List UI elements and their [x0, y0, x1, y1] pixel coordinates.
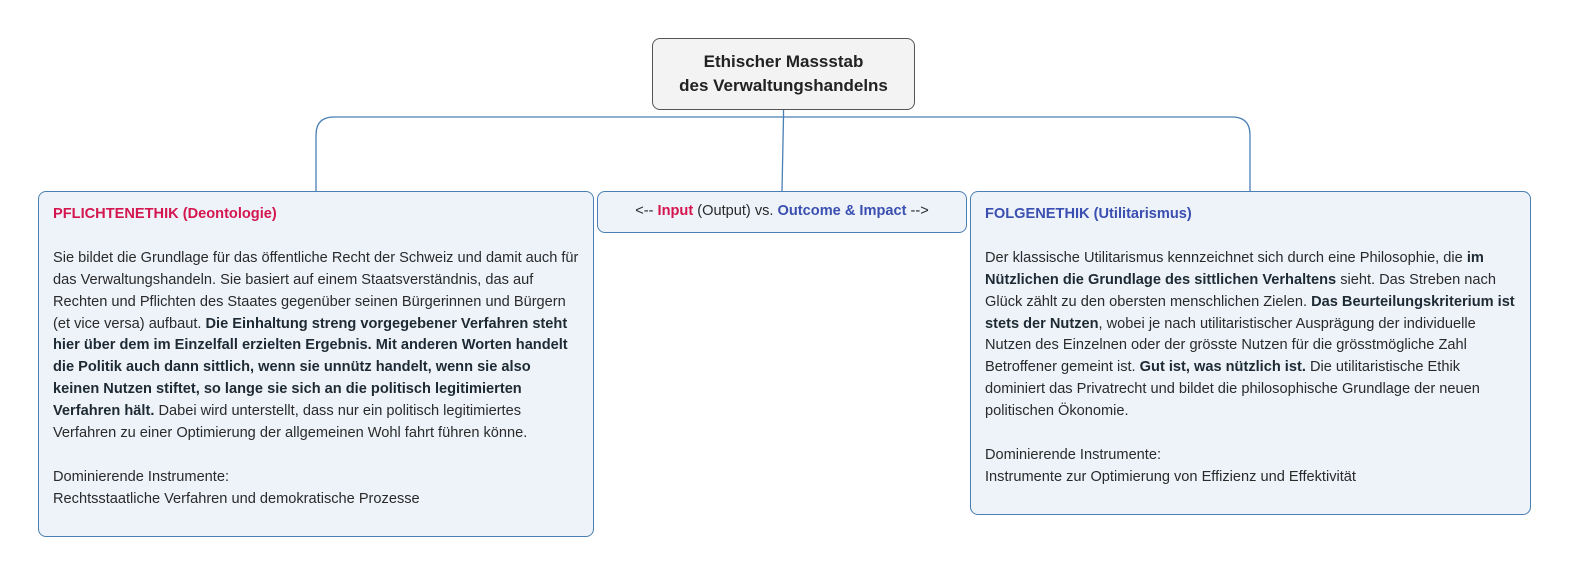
arrow-right-text: -->	[906, 203, 929, 220]
pflichtenethik-instruments-label: Dominierende Instrumente:	[53, 468, 230, 485]
folgenethik-title: FOLGENETHIK (Utilitarismus)	[985, 206, 1192, 222]
folgenethik-bold-1: im Nützlichen die Grundlage des sittlichen Verhaltens	[985, 249, 1484, 288]
pflichtenethik-instruments-value: Rechtsstaatliche Verfahren und demokratische Prozesse	[53, 490, 420, 507]
connector-middle-drop	[782, 117, 784, 191]
root-title-line-2: des Verwaltungshandelns	[679, 76, 888, 95]
folgenethik-text-2: sieht. Das Streben nach Glück zählt zu den obersten menschlichen Zielen.	[985, 271, 1496, 310]
input-label: Input	[657, 203, 694, 220]
pflichtenethik-text-bold: Die Einhaltung streng vorgegebener Verfahren steht hier über dem im Einzelfall erzielten Ergebnis. Mit anderen Worten handelt die Politik auch dann sittlich, wenn sie unnütz handelt, wenn sie also keinen Nutzen stiftet, so lange sie sich an die politisch legitimierten Verfahren hält.	[53, 315, 568, 420]
node-input-vs-outcome[interactable]	[597, 191, 967, 233]
pflichtenethik-description	[53, 248, 579, 445]
root-node[interactable]	[652, 38, 915, 110]
folgenethik-bold-3: Gut ist, was nützlich ist.	[1139, 359, 1306, 376]
node-pflichtenethik[interactable]	[38, 191, 594, 537]
folgenethik-instruments-label: Dominierende Instrumente:	[985, 446, 1162, 463]
folgenethik-text-4: Die utilitaristische Ethik dominiert das Privatrecht und bildet die philosophische Grundlage der neuen politischen Ökonomie.	[985, 359, 1480, 420]
node-folgenethik[interactable]	[970, 191, 1531, 515]
output-text: (Output) vs.	[693, 203, 778, 220]
connector-horizontal-bar	[316, 117, 1250, 191]
folgenethik-text-1: Der klassische Utilitarismus kennzeichnet sich durch eine Philosophie, die	[985, 249, 1467, 266]
folgenethik-instruments-value: Instrumente zur Optimierung von Effizienz und Effektivität	[985, 468, 1356, 485]
folgenethik-bold-2: Das Beurteilungskriterium ist stets der Nutzen	[985, 293, 1515, 332]
pflichtenethik-text-1: Sie bildet die Grundlage für das öffentliche Recht der Schweiz und damit auch für das Verwaltungshandeln. Sie basiert auf einem Staatsverständnis, das auf Rechten und Pflichten des Staates gegenüber seinen Bürgerinnen und Bürgern (et vice versa) aufbaut.	[53, 249, 579, 332]
pflichtenethik-title: PFLICHTENETHIK (Deontologie)	[53, 206, 277, 222]
folgenethik-description	[985, 248, 1516, 423]
folgenethik-text-3: , wobei je nach utilitaristischer Ausprägung der individuelle Nutzen des Einzelnen oder der grösste Nutzen für die grösstmögliche Zahl Betroffener gemeint ist.	[985, 315, 1476, 376]
arrow-left-text: <--	[635, 203, 658, 220]
root-title-line-1: Ethischer Massstab	[703, 52, 864, 71]
pflichtenethik-text-2: Dabei wird unterstellt, dass nur ein politisch legitimiertes Verfahren zu einer Optimierung der allgemeinen Wohl fahrt führen könne.	[53, 403, 528, 442]
outcome-impact-label: Outcome & Impact	[777, 203, 907, 220]
